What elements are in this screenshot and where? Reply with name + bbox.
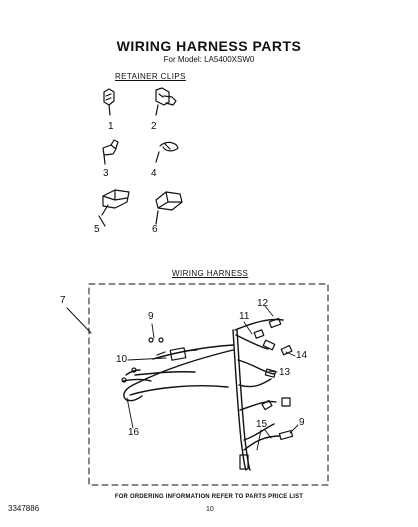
- page-number: 10: [206, 506, 214, 513]
- clip-callout-3: 3: [103, 168, 109, 179]
- wiring-harness-heading: WIRING HARNESS: [172, 269, 249, 278]
- harness-callout-13: 13: [279, 367, 291, 378]
- clip-callout-5: 5: [94, 224, 100, 235]
- document-number: 3347886: [8, 504, 40, 513]
- page-title: WIRING HARNESS PARTS: [116, 38, 302, 54]
- retainer-clip-4: [156, 142, 178, 162]
- retainer-clip-5: [99, 190, 129, 226]
- harness-border: [89, 284, 328, 485]
- harness-callout-14: 14: [296, 350, 308, 361]
- harness-callout-10: 10: [116, 354, 128, 365]
- retainer-clip-2: [156, 88, 176, 115]
- harness-callout-16: 16: [128, 427, 140, 438]
- model-subtitle: For Model: LA5400XSW0: [163, 55, 255, 64]
- retainer-clip-1: [104, 89, 114, 115]
- harness-callout-12: 12: [257, 298, 269, 309]
- harness-callout-7: 7: [60, 295, 66, 306]
- harness-callout-11: 11: [239, 311, 250, 322]
- retainer-clip-6: [156, 192, 182, 224]
- clip-callout-1: 1: [108, 121, 114, 132]
- clip-callout-2: 2: [151, 121, 157, 132]
- ordering-note: FOR ORDERING INFORMATION REFER TO PARTS PRICE LIST: [114, 494, 304, 500]
- retainer-clip-3: [103, 140, 118, 164]
- harness-callout-9a: 9: [148, 311, 154, 322]
- clip-callout-6: 6: [152, 224, 158, 235]
- harness-callout-15: 15: [256, 419, 268, 430]
- clip-callout-4: 4: [151, 168, 157, 179]
- wiring-harness-assembly: [123, 319, 283, 470]
- harness-connectors: [122, 318, 293, 469]
- harness-callout-9b: 9: [299, 417, 305, 428]
- retainer-clips-heading: RETAINER CLIPS: [115, 72, 186, 81]
